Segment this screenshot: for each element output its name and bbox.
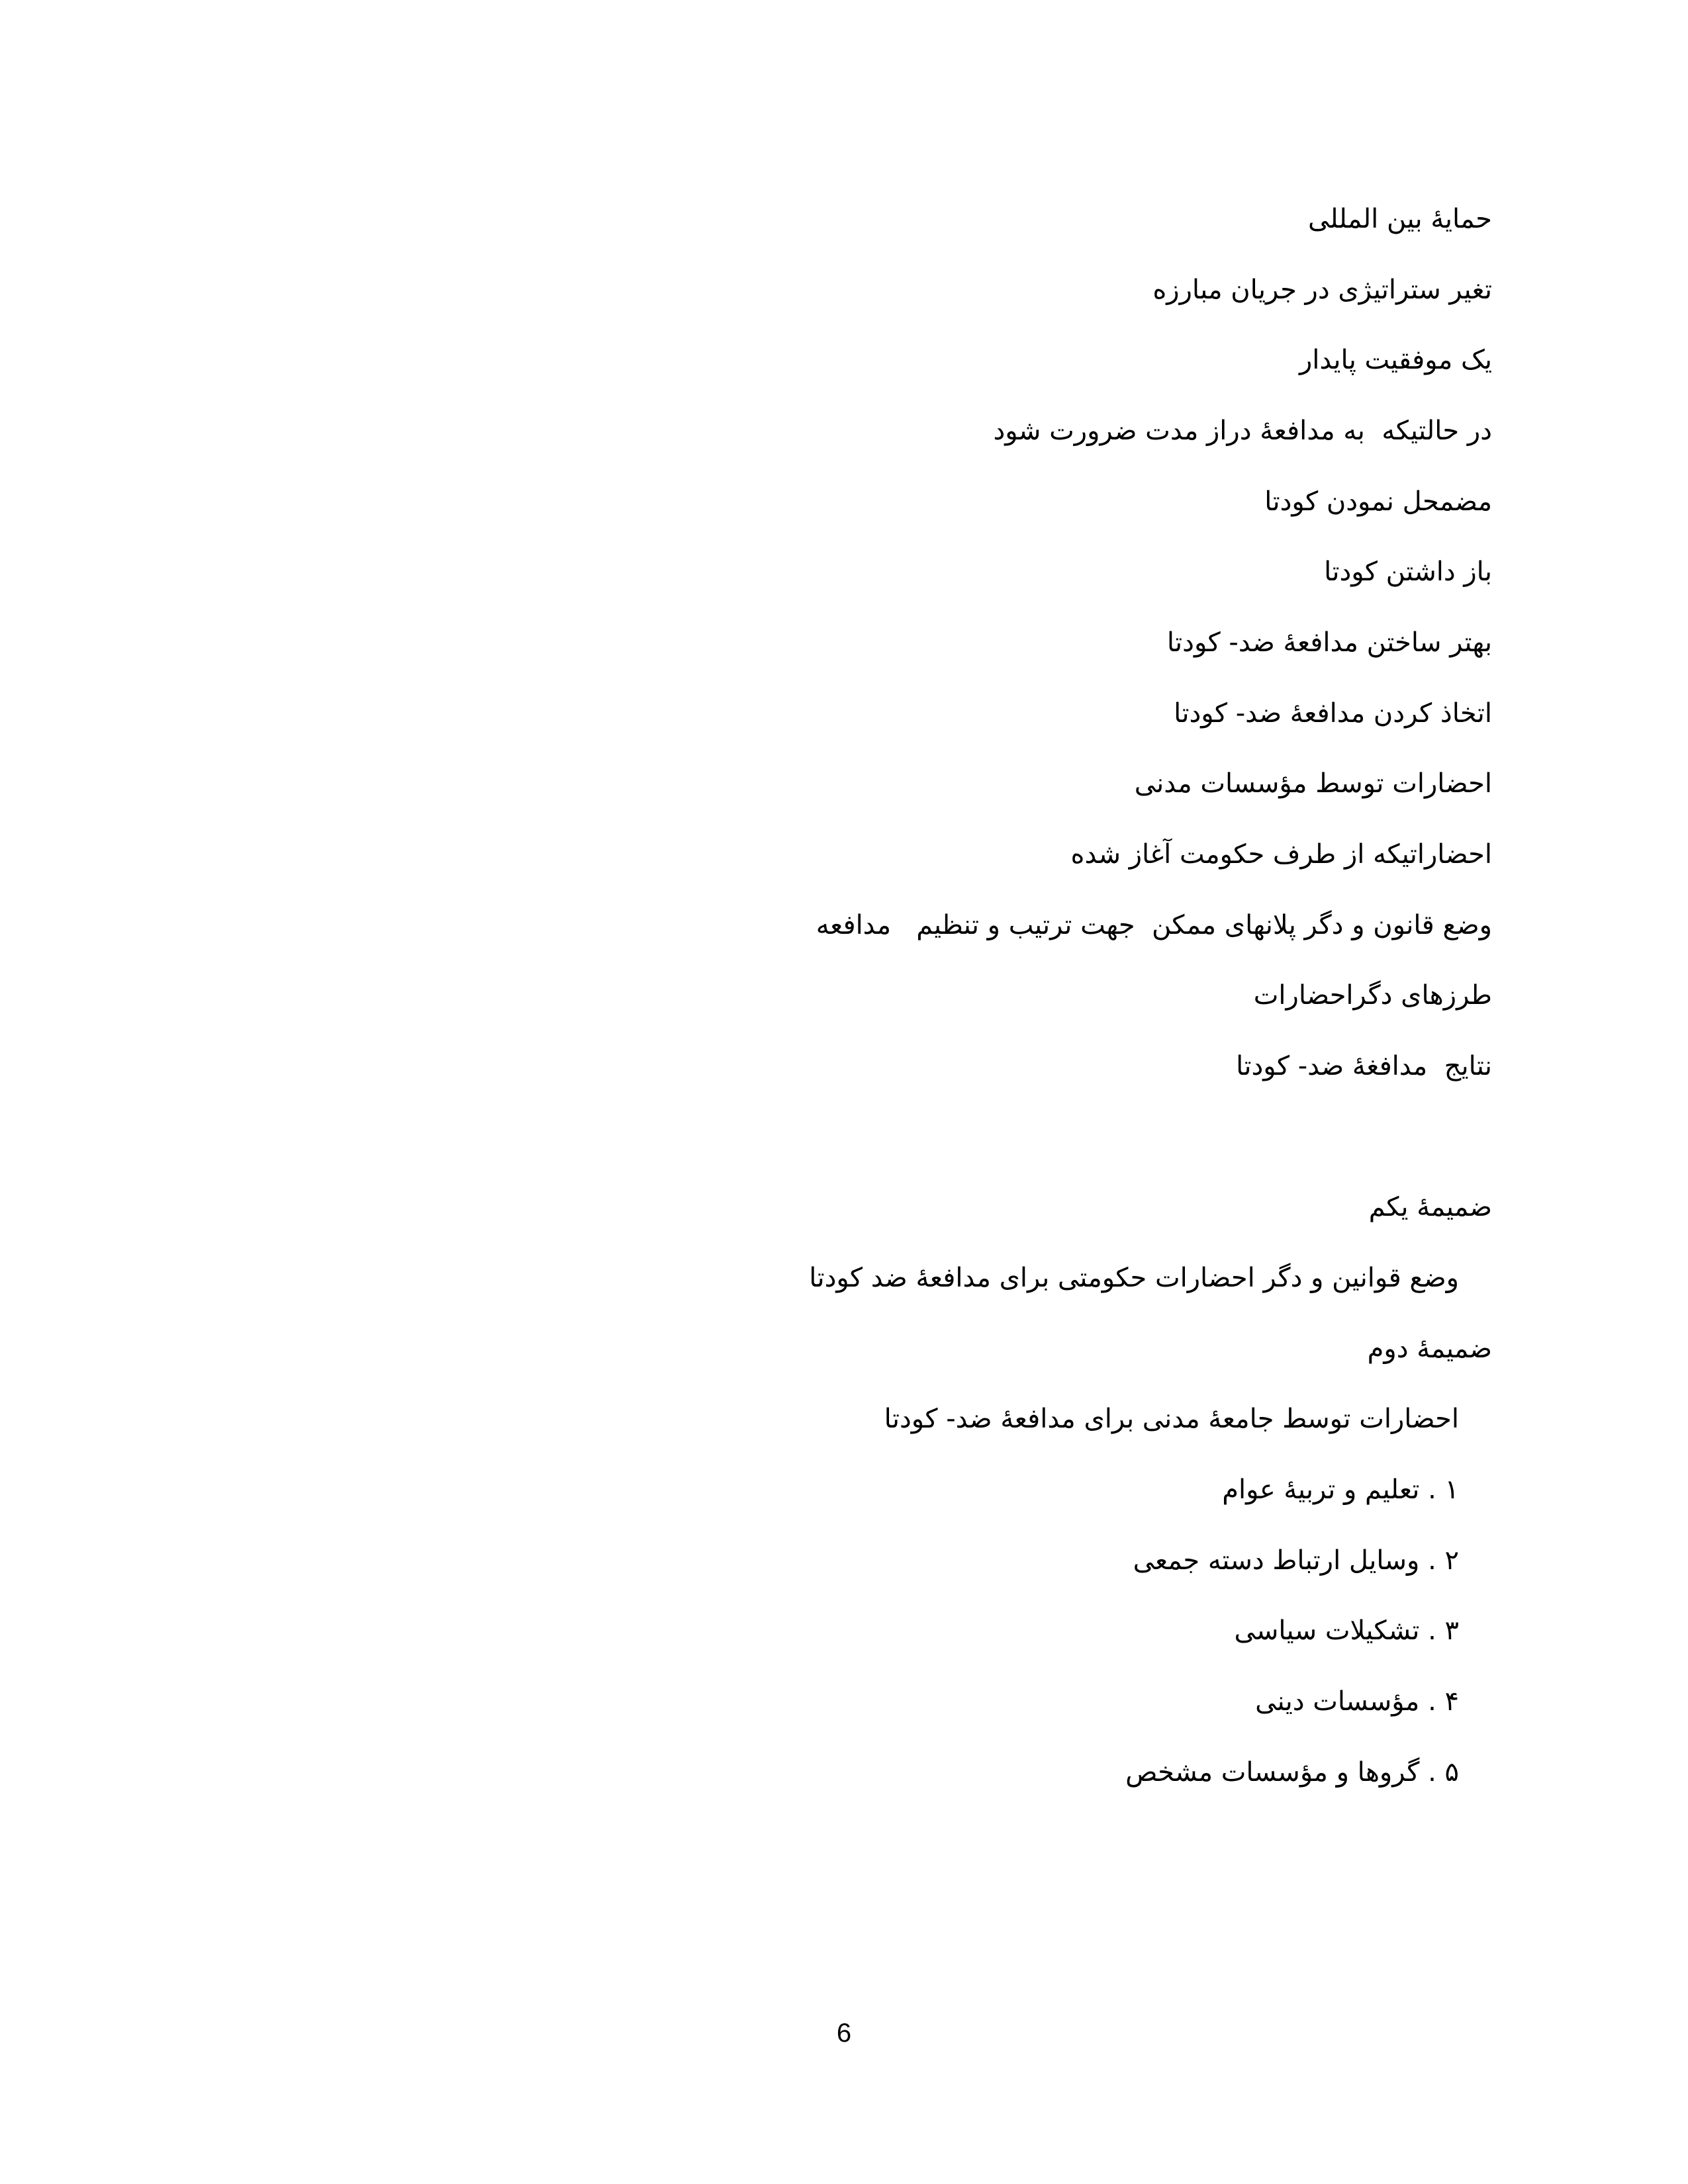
appendix-two-subitem-education: ١ . تعلیم و تربیۀ عوام: [1222, 1475, 1459, 1505]
appendix-two-subitem-groups-institutions: ۵ . گروها و مؤسسات مشخص: [1125, 1757, 1459, 1788]
toc-item-improving-defense: بهتر ساختن مدافعۀ ضد- کودتا: [1166, 627, 1492, 658]
toc-item-other-preparations: طرزهای دگراحضارات: [1253, 980, 1492, 1011]
toc-item-legislation-plans: وضع قانون و دگر پلانهای ممکن جهت ترتیب و تنظیم مدافعه: [816, 910, 1492, 940]
toc-item-dissolving-coup: مضمحل نمودن کودتا: [1264, 486, 1492, 517]
appendix-two-subitem-religious-institutions: ۴ . مؤسسات دینی: [1255, 1686, 1459, 1717]
appendix-two-title: ضمیمۀ دوم: [1367, 1334, 1492, 1364]
toc-item-international-support: حمایۀ بین المللی: [1308, 204, 1492, 234]
appendix-two-item: احضارات توسط جامعۀ مدنی برای مدافعۀ ضد- کودتا: [884, 1404, 1459, 1434]
toc-item-lasting-success: یک موفقیت پایدار: [1299, 345, 1492, 375]
toc-item-long-term-defense: در حالتیکه به مدافعۀ دراز مدت ضرورت شود: [993, 416, 1492, 446]
toc-item-strategy-change: تغیر ستراتیژی در جریان مبارزه: [1152, 275, 1492, 305]
appendix-one-title: ضمیمۀ یکم: [1368, 1192, 1492, 1222]
appendix-two-subitem-media: ٢ . وسایل ارتباط دسته جمعی: [1133, 1545, 1459, 1576]
appendix-one-item: وضع قوانین و دگر احضارات حکومتی برای مدافعۀ ضد کودتا: [809, 1263, 1459, 1293]
appendix-two-subitem-political-organizations: ٣ . تشکیلات سیاسی: [1234, 1615, 1459, 1646]
toc-item-results: نتایج مدافغۀ ضد- کودتا: [1236, 1051, 1492, 1081]
toc-item-civil-preparations: احضارات توسط مؤسسات مدنی: [1134, 768, 1492, 799]
toc-item-deterring-coup: باز داشتن کودتا: [1324, 557, 1492, 587]
toc-item-adopting-defense: اتخاذ کردن مدافعۀ ضد- کودتا: [1174, 698, 1492, 729]
page-number: 6: [836, 2019, 852, 2048]
toc-item-government-preparations: احضاراتیکه از طرف حکومت آغاز شده: [1070, 839, 1492, 870]
